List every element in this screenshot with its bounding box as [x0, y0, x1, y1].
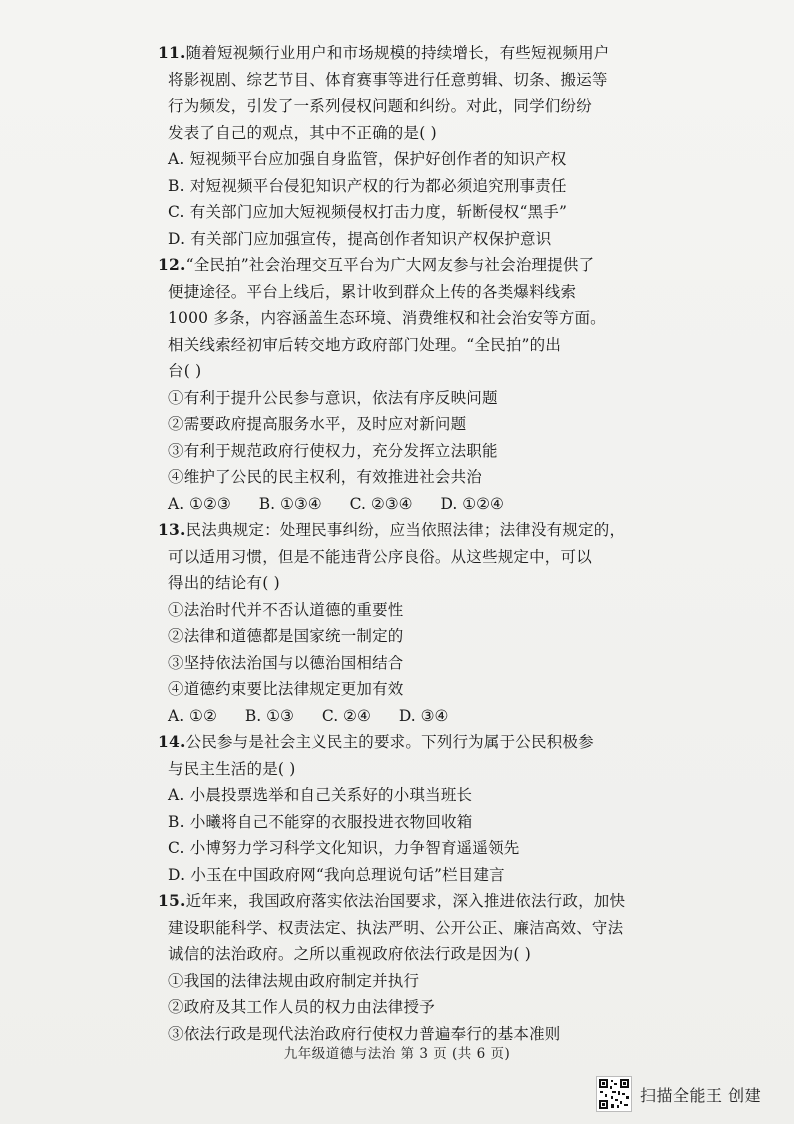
- question-line: [168, 358, 638, 385]
- question-text: 便捷途径。平台上线后，累计收到群众上传的各类爆料线索: [168, 282, 577, 301]
- question-text: 建设职能科学、权责法定、执法严明、公开公正、廉洁高效、守法: [168, 918, 624, 937]
- question-line: [168, 570, 638, 597]
- page-footer: 九年级道德与法治 第 3 页 (共 6 页): [283, 1046, 511, 1062]
- answer-choices: [168, 703, 638, 730]
- question-text: ①有利于提升公民参与意识，依法有序反映问题: [168, 388, 498, 407]
- question-text: ④道德约束要比法律规定更加有效: [168, 680, 404, 698]
- question-number: 12.: [158, 255, 186, 274]
- answer-choice: C. ②③④: [349, 494, 413, 513]
- question-text: A. 小晨投票选举和自己关系好的小琪当班长: [168, 786, 473, 804]
- question-text: ①法治时代并不否认道德的重要性: [168, 600, 404, 619]
- answer-choice: A. ①②: [168, 706, 217, 725]
- question-text: 民法典规定：处理民事纠纷，应当依照法律；法律没有规定的，: [185, 521, 626, 539]
- question-line: [168, 968, 638, 995]
- question-line: [168, 67, 638, 94]
- answer-choice: D. ①②④: [440, 494, 504, 513]
- question-text: 与民主生活的是( ): [168, 759, 296, 778]
- question-stem-line: [158, 517, 638, 544]
- question-text: D. 小玉在中国政府网“我向总理说句话”栏目建言: [168, 865, 505, 884]
- question-text: ③坚持依法治国与以德治国相结合: [168, 653, 404, 672]
- question-line: [168, 93, 638, 120]
- question-line: [168, 120, 638, 147]
- question-text: 可以适用习惯，但是不能违背公序良俗。从这些规定中，可以: [168, 547, 592, 566]
- question-line: [168, 279, 638, 306]
- question-text: 行为频发，引发了一系列侵权问题和纠纷。对此，同学们纷纷: [168, 97, 592, 115]
- question-line: [168, 146, 638, 173]
- question-text: 相关线索经初审后转交地方政府部门处理。“全民拍”的出: [168, 335, 562, 354]
- question-line: [168, 438, 638, 465]
- question-text: 发表了自己的观点，其中不正确的是( ): [168, 123, 437, 142]
- question-line: [168, 597, 638, 624]
- question-text: C. 小博努力学习科学文化知识，力争智育遥遥领先: [168, 839, 520, 857]
- question-number: 13.: [158, 520, 186, 539]
- question-line: [168, 756, 638, 783]
- question-stem-line: [158, 40, 638, 67]
- question-text: 随着短视频行业用户和市场规模的持续增长，有些短视频用户: [185, 44, 610, 62]
- question-line: [168, 385, 638, 412]
- question-line: [168, 173, 638, 200]
- question-text: D. 有关部门应加强宣传，提高创作者知识产权保护意识: [168, 229, 552, 248]
- question-text: B. 对短视频平台侵犯知识产权的行为都必须追究刑事责任: [168, 176, 567, 195]
- qr-code-icon: [596, 1076, 632, 1112]
- question-stem-line: [158, 729, 638, 756]
- question-text: 公民参与是社会主义民主的要求。下列行为属于公民积极参: [185, 733, 594, 751]
- watermark-text: 扫描全能王 创建: [640, 1085, 762, 1105]
- question-line: [168, 623, 638, 650]
- question-line: [168, 464, 638, 491]
- question-stem-line: [158, 888, 638, 915]
- question-line: [168, 941, 638, 968]
- question-text: B. 小曦将自己不能穿的衣服投进衣物回收箱: [168, 812, 473, 831]
- question-text: 将影视剧、综艺节目、体育赛事等进行任意剪辑、切条、搬运等: [168, 70, 608, 89]
- question-text: 得出的结论有( ): [168, 574, 280, 592]
- question-text: ③有利于规范政府行使权力，充分发挥立法职能: [168, 441, 498, 460]
- question-line: [168, 650, 638, 677]
- question-line: [168, 332, 638, 359]
- question-line: [168, 676, 638, 703]
- question-text: ②政府及其工作人员的权力由法律授予: [168, 998, 435, 1016]
- answer-choice: C. ②④: [321, 706, 371, 725]
- question-line: [168, 305, 638, 332]
- question-text: ①我国的法律法规由政府制定并执行: [168, 971, 420, 990]
- question-block: [158, 888, 638, 1047]
- question-stem-line: [158, 252, 638, 279]
- answer-choice: B. ①③④: [258, 494, 322, 513]
- answer-choice: B. ①③: [244, 706, 294, 725]
- question-text: C. 有关部门应加大短视频侵权打击力度，斩断侵权“黑手”: [168, 203, 568, 221]
- question-text: ②法律和道德都是国家统一制定的: [168, 627, 404, 645]
- question-line: [168, 199, 638, 226]
- question-text: ②需要政府提高服务水平，及时应对新问题: [168, 415, 467, 433]
- answer-choices: [168, 491, 638, 518]
- question-number: 14.: [158, 732, 186, 751]
- question-line: [168, 782, 638, 809]
- question-line: [168, 544, 638, 571]
- question-block: [158, 252, 638, 517]
- question-number: 11.: [158, 43, 186, 62]
- question-block: [158, 40, 638, 252]
- question-line: [168, 411, 638, 438]
- question-line: [168, 226, 638, 253]
- question-line: [168, 809, 638, 836]
- question-text: 诚信的法治政府。之所以重视政府依法行政是因为( ): [168, 945, 532, 963]
- answer-choice: A. ①②③: [168, 494, 231, 513]
- question-block: [158, 517, 638, 729]
- question-text: 1000 多条，内容涵盖生态环境、消费维权和社会治安等方面。: [168, 309, 606, 327]
- question-text: 近年来，我国政府落实依法治国要求，深入推进依法行政，加快: [185, 892, 626, 910]
- answer-choice: D. ③④: [398, 706, 449, 725]
- question-text: “全民拍”社会治理交互平台为广大网友参与社会治理提供了: [185, 256, 595, 274]
- question-text: ③依法行政是现代法治政府行使权力普遍奉行的基本准则: [168, 1024, 561, 1043]
- question-list: [158, 40, 638, 1047]
- question-line: [168, 862, 638, 889]
- question-line: [168, 915, 638, 942]
- question-text: 台( ): [168, 362, 202, 380]
- question-text: ④维护了公民的民主权利，有效推进社会共治: [168, 468, 483, 486]
- question-line: [168, 994, 638, 1021]
- question-block: [158, 729, 638, 888]
- question-text: A. 短视频平台应加强自身监管，保护好创作者的知识产权: [168, 150, 567, 168]
- scanner-watermark: [596, 1076, 761, 1112]
- question-line: [168, 835, 638, 862]
- question-number: 15.: [158, 891, 186, 910]
